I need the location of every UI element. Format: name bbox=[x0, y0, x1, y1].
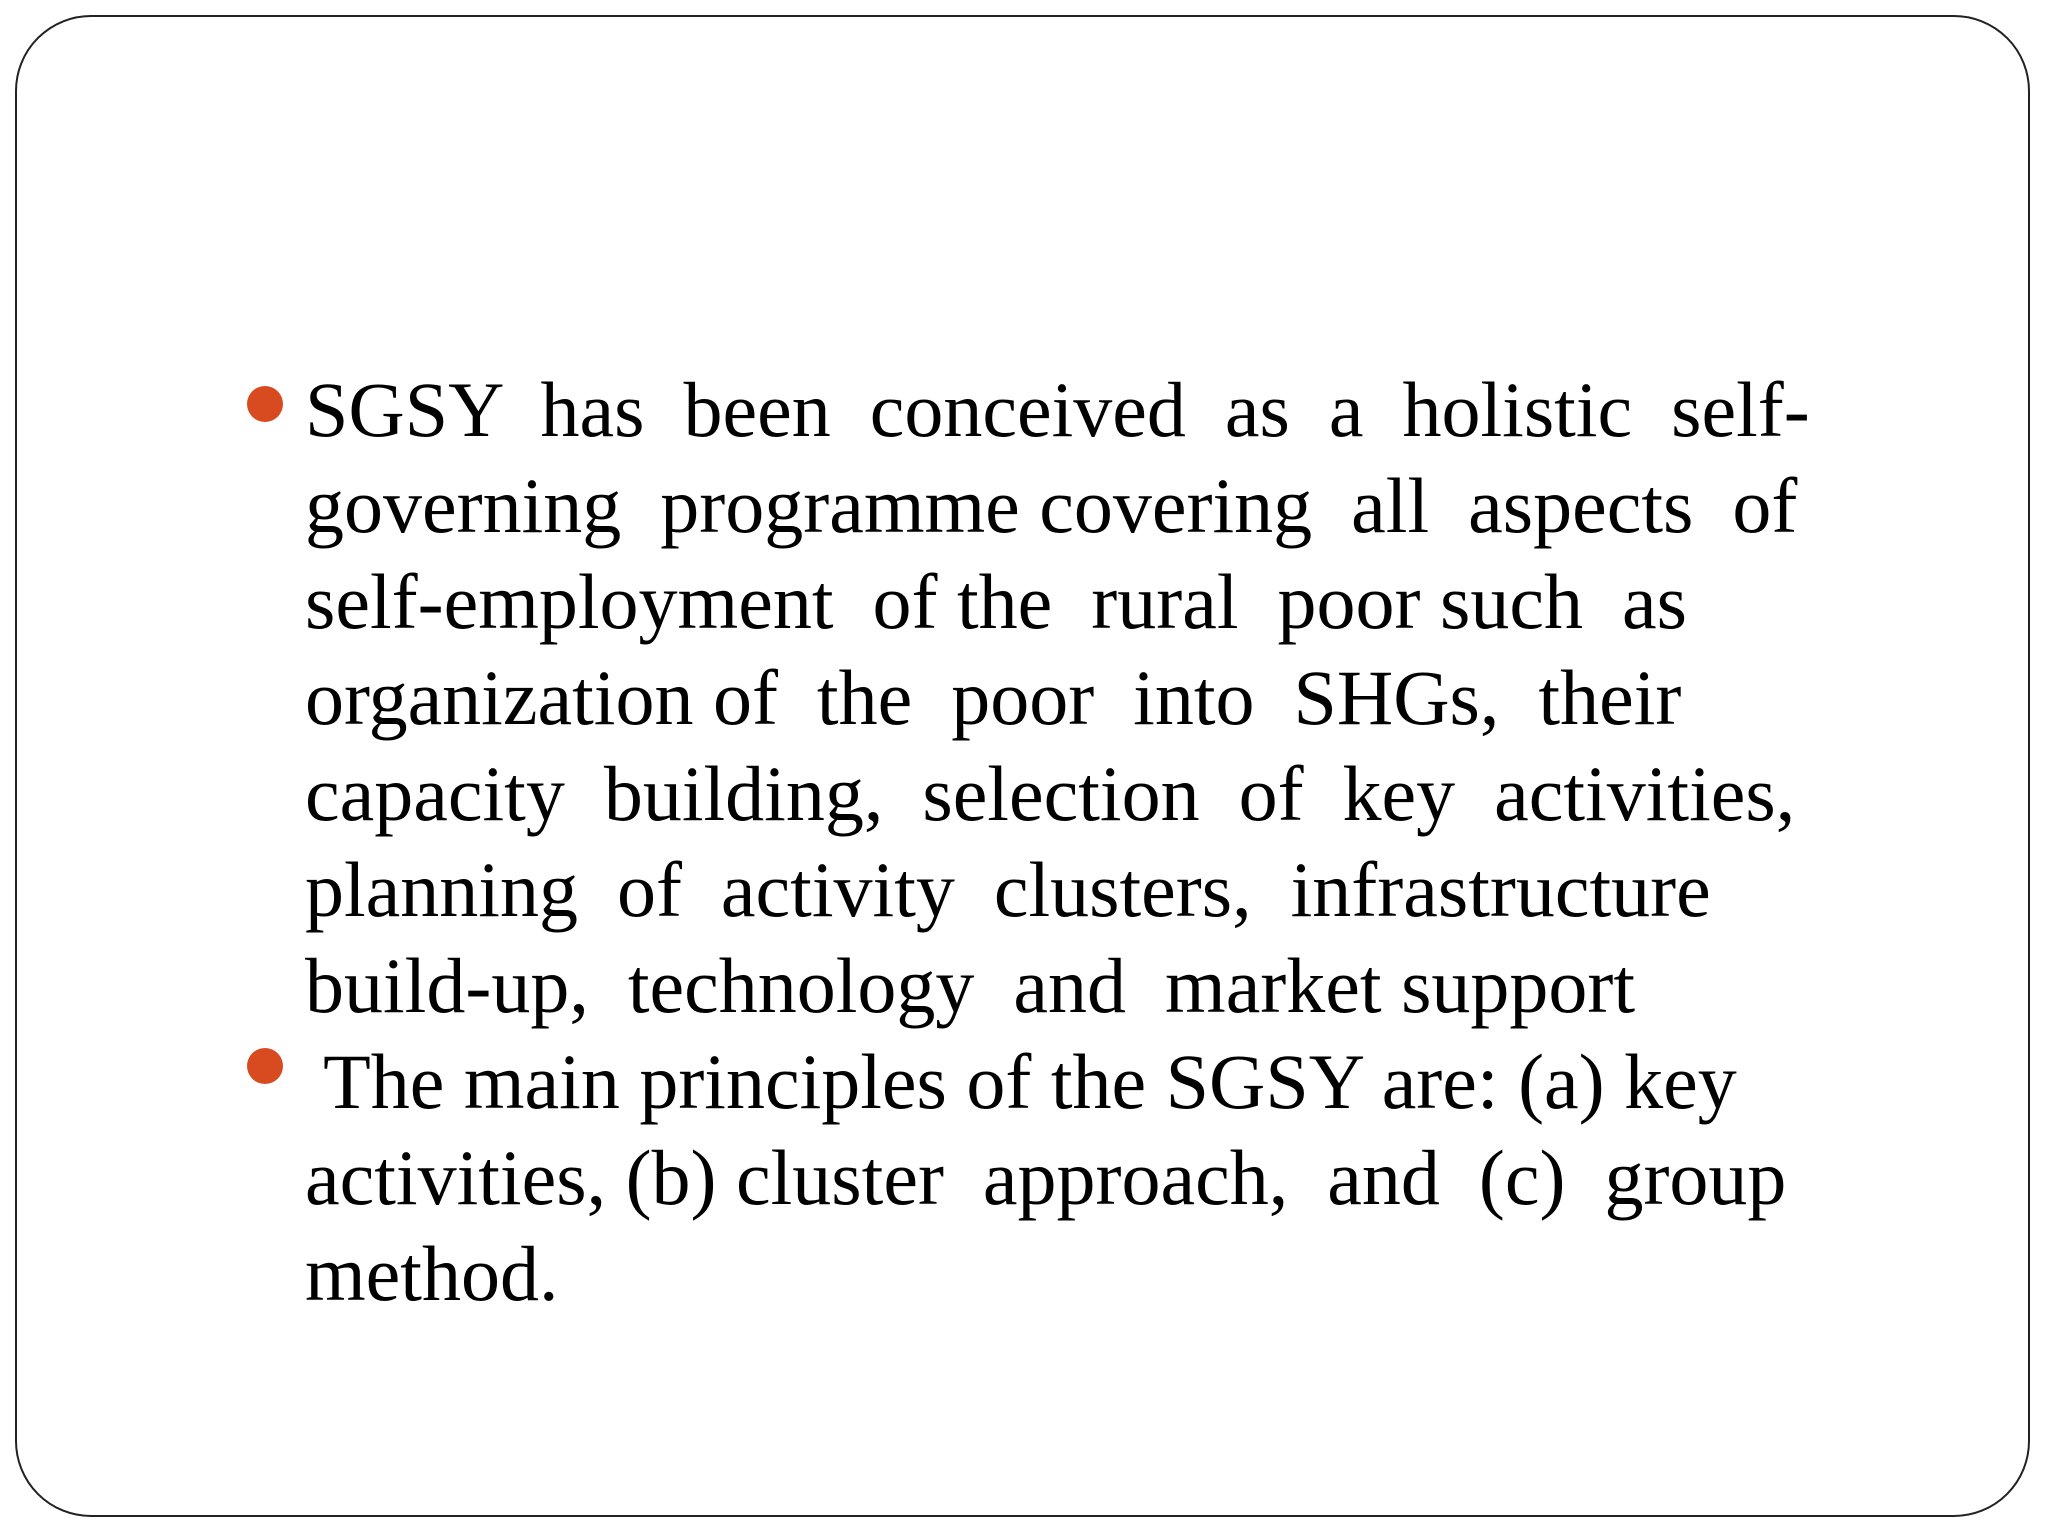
bullet-line: method. bbox=[305, 1230, 559, 1317]
bullet-dot-icon bbox=[247, 386, 283, 422]
bullet-line: capacity building, selection of key activities, bbox=[305, 750, 1796, 837]
bullet-line: governing programme covering all aspects of bbox=[305, 462, 1798, 549]
bullet-dot-icon bbox=[247, 1048, 283, 1084]
bullet-line: self-employment of the rural poor such as bbox=[305, 558, 1687, 645]
bullet-line: organization of the poor into SHGs, their bbox=[305, 654, 1682, 741]
bullet-item-sgsy-principles bbox=[247, 1034, 1867, 1322]
bullet-line: build-up, technology and market support bbox=[305, 942, 1636, 1029]
bullet-line: The main principles of the SGSY are: (a) key bbox=[305, 1038, 1737, 1125]
bullet-line: planning of activity clusters, infrastructure bbox=[305, 846, 1711, 933]
slide-frame bbox=[15, 15, 2030, 1517]
bullet-line: SGSY has been conceived as a holistic self- bbox=[305, 366, 1810, 453]
bullet-item-sgsy-overview bbox=[247, 362, 1867, 1034]
bullet-line: activities, (b) cluster approach, and (c) group bbox=[305, 1134, 1787, 1221]
bullet-list bbox=[247, 362, 1867, 1322]
